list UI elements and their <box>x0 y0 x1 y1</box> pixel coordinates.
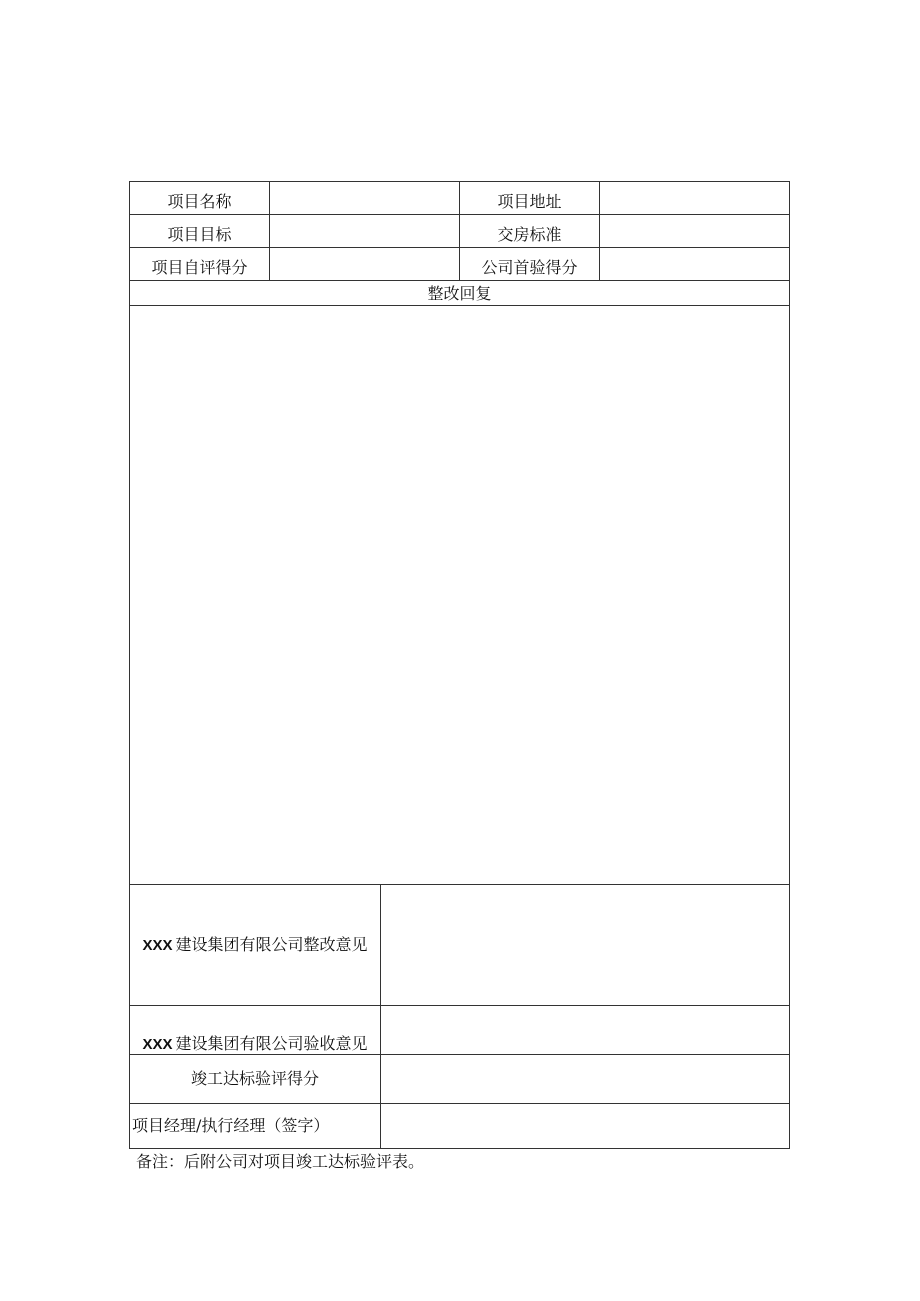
manager-sign-label: 项目经理/执行经理（签字） <box>130 1104 381 1148</box>
accept-opinion-label <box>130 1006 381 1054</box>
project-target-field[interactable] <box>270 215 460 247</box>
manager-sign-field[interactable] <box>381 1104 789 1148</box>
row-project-target <box>130 215 789 248</box>
self-score-field[interactable] <box>270 248 460 280</box>
footer-note: 备注：后附公司对项目竣工达标验评表。 <box>136 1152 425 1171</box>
delivery-standard-field[interactable] <box>600 215 789 247</box>
row-scores <box>130 248 789 281</box>
accept-opinion-field[interactable] <box>381 1006 789 1054</box>
company-placeholder: XXX <box>142 936 173 954</box>
rectification-title: 整改回复 <box>427 284 492 303</box>
row-project-name <box>130 182 789 215</box>
self-score-label: 项目自评得分 <box>130 248 270 280</box>
rectify-opinion-text: 建设集团有限公司整改意见 <box>175 935 368 954</box>
row-rectification-title <box>130 281 789 306</box>
rectify-opinion-label <box>130 885 381 1005</box>
completion-score-field[interactable] <box>381 1055 789 1103</box>
project-address-label: 项目地址 <box>460 182 600 214</box>
company-placeholder: XXX <box>142 1036 173 1053</box>
row-accept-opinion <box>130 1006 789 1055</box>
project-target-label: 项目目标 <box>130 215 270 247</box>
rectification-reply-area[interactable] <box>130 306 789 884</box>
company-first-score-label: 公司首验得分 <box>460 248 600 280</box>
inspection-form <box>129 181 790 1149</box>
row-manager-sign <box>130 1104 789 1148</box>
row-rectify-opinion <box>130 885 789 1006</box>
row-completion-score <box>130 1055 789 1104</box>
rectify-opinion-field[interactable] <box>381 885 789 1005</box>
company-first-score-field[interactable] <box>600 248 789 280</box>
delivery-standard-label: 交房标准 <box>460 215 600 247</box>
project-name-field[interactable] <box>270 182 460 214</box>
accept-opinion-text: 建设集团有限公司验收意见 <box>175 1034 368 1053</box>
project-address-field[interactable] <box>600 182 789 214</box>
project-name-label: 项目名称 <box>130 182 270 214</box>
completion-score-label: 竣工达标验评得分 <box>130 1055 381 1103</box>
row-rectification-content <box>130 306 789 885</box>
